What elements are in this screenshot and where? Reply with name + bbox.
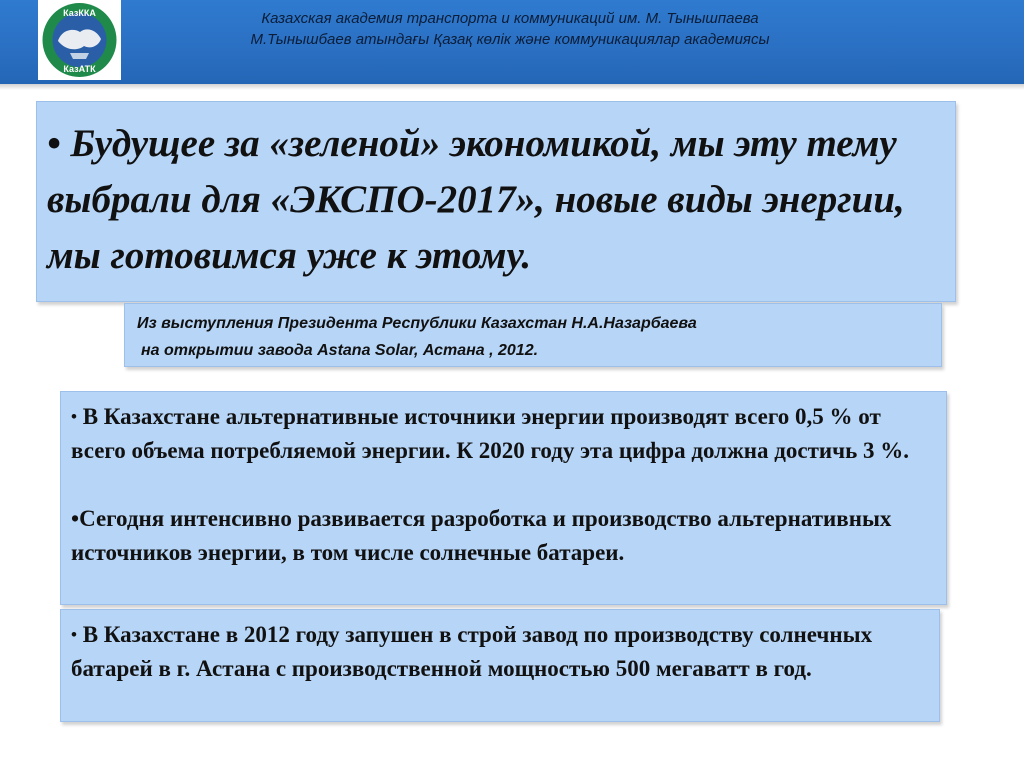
fact-text-2: Сегодня интенсивно развивается разроботка и производство альтернативных источников энергии, в том числе солнечные батареи.: [71, 506, 892, 565]
header-title-kz: М.Тынышбаев атындағы Қазақ көлік және коммуникациялар академиясы: [250, 31, 770, 48]
logo-top-text: КазККА: [63, 8, 96, 18]
fact-paragraph-3: [71, 618, 933, 686]
fact-bullet-1: •: [71, 407, 77, 426]
fact-paragraph-1: [71, 400, 933, 468]
fact-bullet-3: •: [71, 625, 77, 644]
source-line-2: на открытии завода Astana Solar, Астана , 2012.: [141, 342, 539, 359]
source-box: [124, 303, 942, 367]
logo: [38, 0, 121, 80]
fact-paragraph-2: [71, 502, 933, 570]
quote-body: Будущее за «зеленой» экономикой, мы эту тему выбрали для «ЭКСПО-2017», новые виды энергии, мы готовимся уже к этому.: [47, 122, 905, 277]
quote-box: [36, 101, 956, 302]
header-title-ru: Казахская академия транспорта и коммуникаций им. М. Тынышпаева: [261, 10, 759, 27]
fact-text-3: В Казахстане в 2012 году запушен в строй завод по производству солнечных батарей в г. Астана с производственной мощностью 500 мегаватт в год.: [71, 622, 873, 681]
quote-bullet: •: [47, 122, 61, 165]
source-line-1: Из выступления Президента Республики Казахстан Н.А.Назарбаева: [137, 315, 697, 332]
fact-text-1: В Казахстане альтернативные источники энергии производят всего 0,5 % от всего объема потребляемой энергии. К 2020 году эта цифра должна достичь 3 %.: [71, 404, 910, 463]
quote-text: [47, 116, 947, 284]
factory-box: [60, 609, 940, 722]
fact-bullet-2: •: [71, 506, 80, 531]
academy-emblem-icon: [40, 1, 119, 79]
facts-box: [60, 391, 947, 605]
header-bar: [0, 0, 1024, 84]
logo-bottom-text: КазАТК: [63, 64, 96, 74]
header-shadow: [0, 84, 1024, 90]
